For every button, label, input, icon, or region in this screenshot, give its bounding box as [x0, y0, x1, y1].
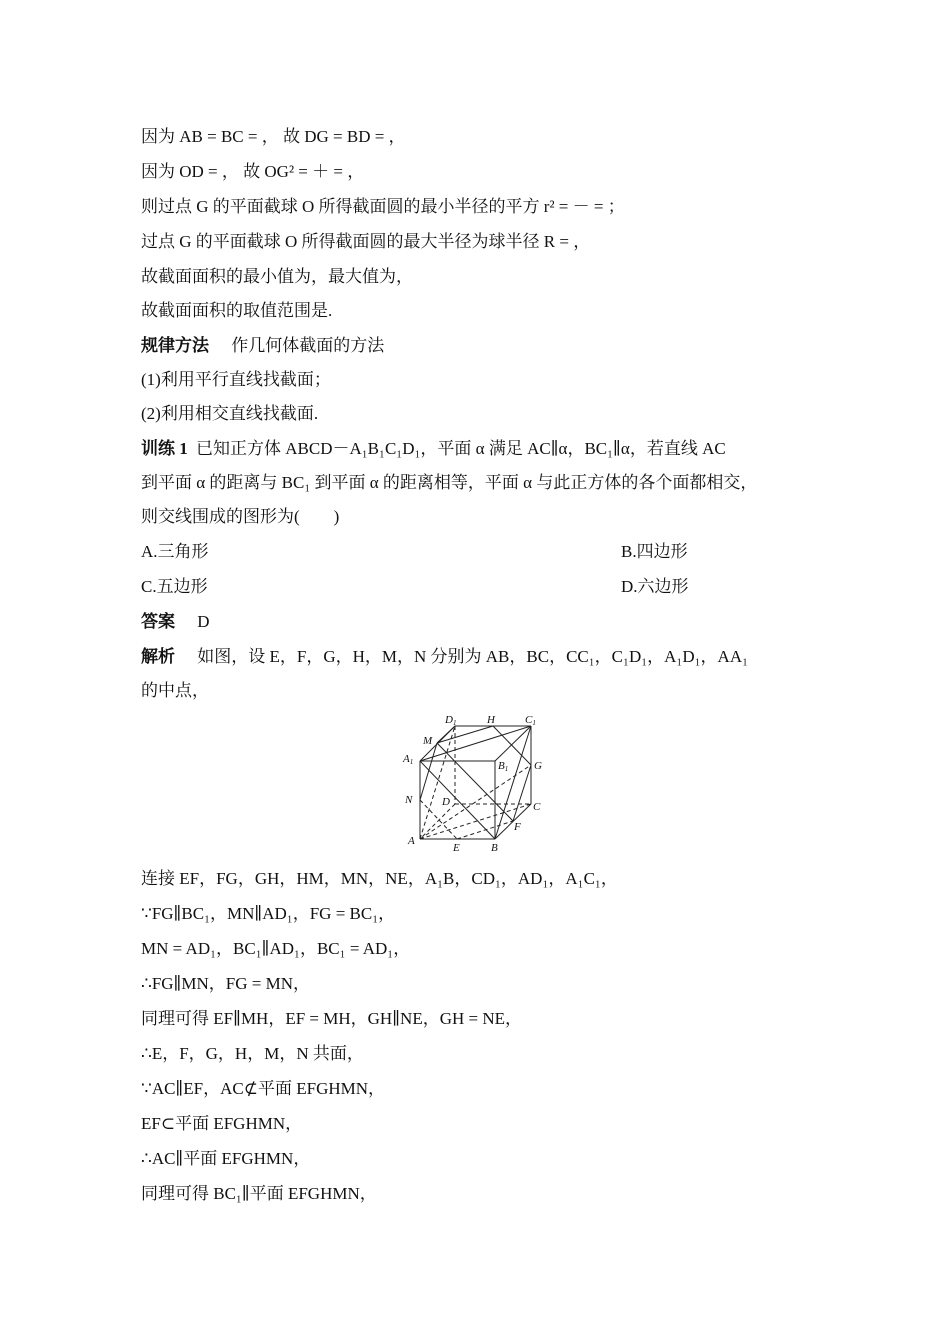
answer-label: 答案	[141, 612, 175, 631]
proof-line: MN = AD₁，BC₁∥AD₁，BC₁ = AD₁，	[141, 939, 411, 958]
method-heading	[141, 335, 830, 357]
text-line: 则过点 G 的平面截球 O 所得截面圆的最小半径的平方 r² = － = ；	[141, 197, 625, 216]
label-E: E	[453, 842, 460, 854]
text-line: 因为 OD = ， 故 OG² = ＋ = ，	[141, 162, 365, 181]
method-subtitle: 作几何体截面的方法	[231, 336, 385, 355]
answer-value: D	[197, 612, 210, 631]
label-M: M	[423, 735, 433, 747]
cube-diagram	[400, 708, 550, 858]
label-B1: B1	[498, 760, 509, 773]
proof-line: ∴AC∥平面 EFGHMN，	[141, 1149, 311, 1168]
label-B: B	[491, 842, 498, 854]
label-N: N	[405, 794, 413, 806]
answer-row	[141, 611, 830, 633]
label-D1: D1	[445, 714, 457, 727]
option-b: B.四边形	[621, 542, 688, 561]
text-line: 过点 G 的平面截球 O 所得截面圆的最大半径为球半径 R = ，	[141, 232, 591, 251]
cube-figure	[400, 708, 550, 858]
training-line2: 到平面 α 的距离与 BC₁ 到平面 α 的距离相等，平面 α 与此正方体的各个面都相交，	[141, 473, 758, 492]
label-G: G	[534, 760, 542, 772]
text-line: 故截面面积的取值范围是.	[141, 301, 333, 320]
proof-line: ∴E，F，G，H，M，N 共面，	[141, 1044, 364, 1063]
proof-line: 同理可得 BC₁∥平面 EFGHMN，	[141, 1184, 377, 1203]
label-C1: C1	[525, 714, 536, 727]
label-D: D	[442, 796, 450, 808]
text-line: 因为 AB = BC = ， 故 DG = BD = ，	[141, 127, 406, 146]
proof-line: 连接 EF，FG，GH，HM，MN，NE，A₁B，CD₁，AD₁，A₁C₁，	[141, 869, 618, 888]
label-A1: A1	[403, 753, 414, 766]
label-C: C	[533, 801, 541, 813]
label-F: F	[514, 821, 521, 833]
proof-line: EF⊂平面 EFGHMN，	[141, 1114, 303, 1133]
training-line3: 则交线围成的图形为( )	[141, 507, 340, 526]
training-label: 训练 1	[141, 439, 188, 458]
training-question	[141, 438, 830, 460]
option-d: D.六边形	[621, 577, 689, 596]
proof-line: ∵FG∥BC₁，MN∥AD₁，FG = BC₁，	[141, 904, 396, 923]
proof-line: ∴FG∥MN，FG = MN，	[141, 974, 311, 993]
training-line1: 已知正方体 ABCD－A₁B₁C₁D₁，平面 α 满足 AC∥α，BC₁∥α，若直线 AC	[196, 439, 726, 458]
method-title: 规律方法	[141, 336, 209, 355]
proof-line: 同理可得 EF∥MH，EF = MH，GH∥NE，GH = NE，	[141, 1009, 523, 1028]
option-c: C.五边形	[141, 577, 208, 596]
options-row	[141, 541, 830, 563]
option-a: A.三角形	[141, 542, 209, 561]
options-row	[141, 576, 830, 598]
analysis-line1: 如图，设 E，F，G，H，M，N 分别为 AB，BC，CC₁，C₁D₁，A₁D₁，AA₁	[197, 647, 749, 666]
label-H: H	[487, 714, 495, 726]
method-item: (2)利用相交直线找截面.	[141, 404, 319, 423]
analysis-label: 解析	[141, 647, 175, 666]
analysis-row	[141, 646, 830, 668]
analysis-line2: 的中点，	[141, 681, 209, 700]
label-A: A	[408, 835, 415, 847]
proof-line: ∵AC∥EF，AC⊄平面 EFGHMN，	[141, 1079, 386, 1098]
method-item: (1)利用平行直线找截面；	[141, 370, 331, 389]
text-line: 故截面面积的最小值为，最大值为，	[141, 267, 413, 286]
